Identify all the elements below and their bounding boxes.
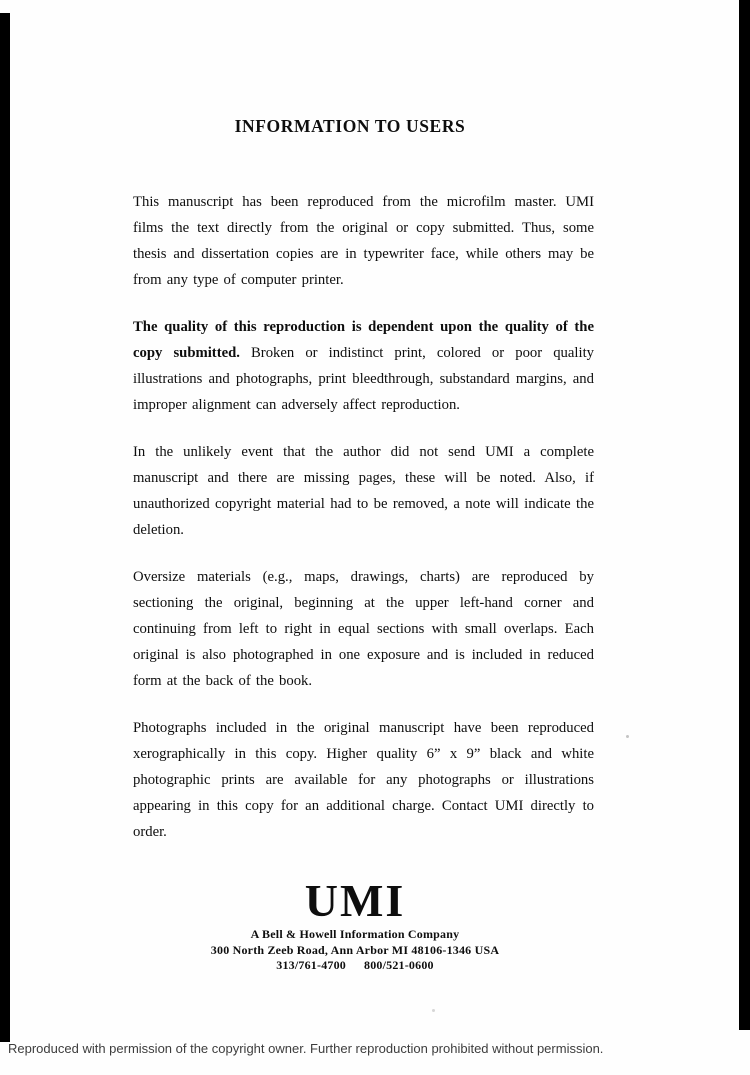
body-paragraph-quality — [133, 314, 594, 418]
scan-edge-bar-left — [0, 13, 10, 1042]
phone-number-tollfree: 800/521-0600 — [364, 958, 434, 972]
scan-edge-bar-right — [739, 0, 750, 1030]
publisher-phone-line — [125, 958, 585, 974]
phone-number-local: 313/761-4700 — [276, 958, 346, 972]
publisher-address — [125, 927, 585, 974]
body-paragraph-manuscript-reproduced: This manuscript has been reproduced from the microfilm master. UMI films the text directly from the original or copy submitted. Thus, some thesis and dissertation copies are in typewriter face, while others may be from any type of computer printer. — [133, 194, 594, 288]
scan-speck — [626, 735, 629, 738]
umi-logo: UMI — [304, 875, 406, 926]
publisher-company-line: A Bell & Howell Information Company — [250, 927, 460, 941]
paragraph-regular-text: Broken or indistinct print, colored or poor quality illustrations and photographs, print bleedthrough, substandard margins, and improper alignment can adversely affect reproduction. — [133, 345, 594, 413]
body-paragraph-oversize-materials: Oversize materials (e.g., maps, drawings, charts) are reproduced by sectioning the original, beginning at the upper left-hand corner and continuing from left to right in equal sections with small overlaps. Each original is also photographed in one exposure and is included in reduced form at the back of the book. — [133, 569, 594, 689]
body-paragraph-missing-pages: In the unlikely event that the author did not send UMI a complete manuscript and there are missing pages, these will be noted. Also, if unauthorized copyright material had to be removed, a note will indicate the deletion. — [133, 444, 594, 538]
body-paragraph-photographs: Photographs included in the original manuscript have been reproduced xerographically in this copy. Higher quality 6” x 9” black and white photographic prints are available for any photographs or illustrations appearing in this copy for an additional charge. Contact UMI directly to order. — [133, 720, 594, 840]
publisher-street-line: 300 North Zeeb Road, Ann Arbor MI 48106-1346 USA — [210, 942, 500, 957]
document-body — [133, 189, 594, 866]
scan-speck — [432, 1009, 435, 1012]
document-title: INFORMATION TO USERS — [234, 116, 466, 136]
publisher-block — [125, 875, 585, 974]
copyright-notice: Reproduced with permission of the copyright owner. Further reproduction prohibited without permission. — [8, 1041, 604, 1056]
paragraph-bold-lead: The quality of this reproduction is dependent upon the quality of the copy submitted. — [133, 319, 594, 361]
